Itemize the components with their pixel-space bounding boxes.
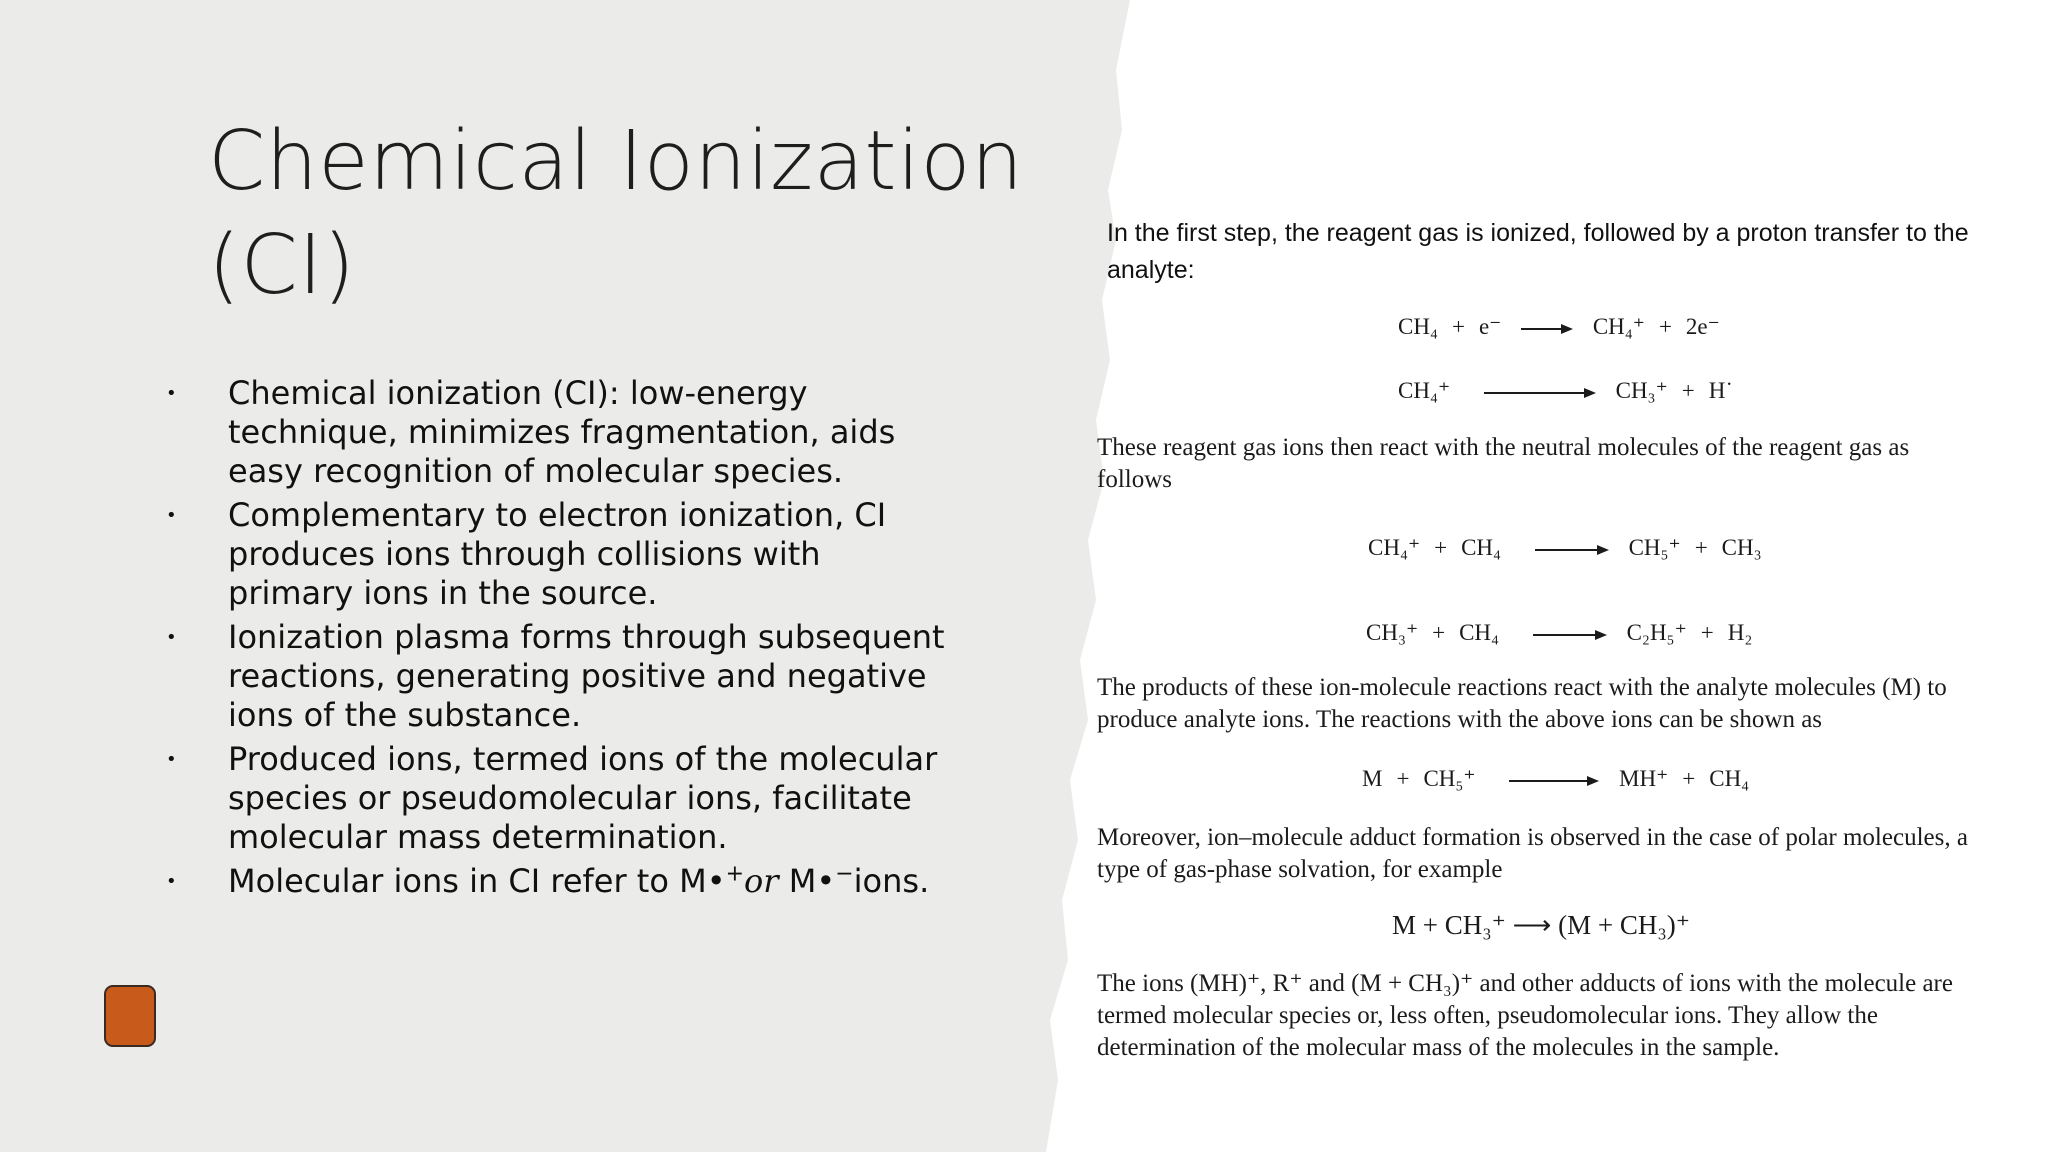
equation-6: M + CH₃⁺ ⟶ (M + CH₃)⁺ — [1392, 910, 1691, 940]
bullet-item: • Produced ions, termed ions of the molecular species or pseudomolecular ions, facilitate molecular mass determination. — [166, 740, 938, 856]
bullet-dot: • — [166, 627, 177, 648]
bullet-list — [160, 374, 950, 906]
accent-square — [104, 985, 156, 1047]
bullet-dot: • — [166, 383, 177, 404]
reaction-arrow-icon — [1484, 387, 1596, 399]
bullet-item: • Ionization plasma forms through subsequent reactions, generating positive and negative ions of the substance. — [166, 618, 945, 734]
reagent-paragraph: These reagent gas ions then react with the neutral molecules of the reagent gas as follows — [1097, 434, 1910, 493]
equation-3: CH₄⁺ + CH₄ CH₅⁺ + CH₃ — [1368, 535, 1762, 560]
adduct-paragraph: Moreover, ion–molecule adduct formation is observed in the case of polar molecules, a type of gas-phase solvation, for example — [1097, 824, 1968, 883]
bullet-dot: • — [166, 871, 177, 892]
reaction-arrow-icon — [1509, 775, 1599, 787]
bullet-item: • Chemical ionization (CI): low-energy technique, minimizes fragmentation, aids easy recognition of molecular species. — [166, 374, 896, 490]
equation-4: CH₃⁺ + CH₄ C₂H₅⁺ + H₂ — [1366, 620, 1753, 645]
equation-1: CH₄ + e⁻ CH₄⁺ + 2e⁻ — [1398, 314, 1720, 339]
reaction-arrow-icon — [1521, 323, 1573, 335]
equation-5: M + CH₅⁺ MH⁺ + CH₄ — [1362, 766, 1750, 791]
equation-2: CH₄⁺ CH₃⁺ + H˙ — [1398, 378, 1733, 403]
products-paragraph: The products of these ion-molecule reactions react with the analyte molecules (M) to produce analyte ions. The reactions with the above ions can be shown as — [1097, 674, 1947, 733]
reaction-arrow-icon — [1533, 629, 1607, 641]
intro-text: In the first step, the reagent gas is ionized, followed by a proton transfer to the analyte: — [1107, 219, 1969, 284]
bullet-item: • Molecular ions in CI refer to M•+or M•−ions. — [166, 861, 930, 900]
bullet-dot: • — [166, 505, 177, 526]
conclusion-paragraph: The ions (MH)⁺, R⁺ and (M + CH₃)⁺ and other adducts of ions with the molecule are termed molecular species or, less often, pseudomolecular ions. They allow the determination of the molecular mass of the molecules in the sample. — [1097, 970, 1953, 1061]
bullet-dot: • — [166, 749, 177, 770]
bullet-item: • Complementary to electron ionization, CI produces ions through collisions with primary ions in the source. — [166, 496, 887, 612]
slide-title: Chemical Ionization (CI) — [208, 114, 1024, 313]
reaction-arrow-icon — [1535, 544, 1609, 556]
